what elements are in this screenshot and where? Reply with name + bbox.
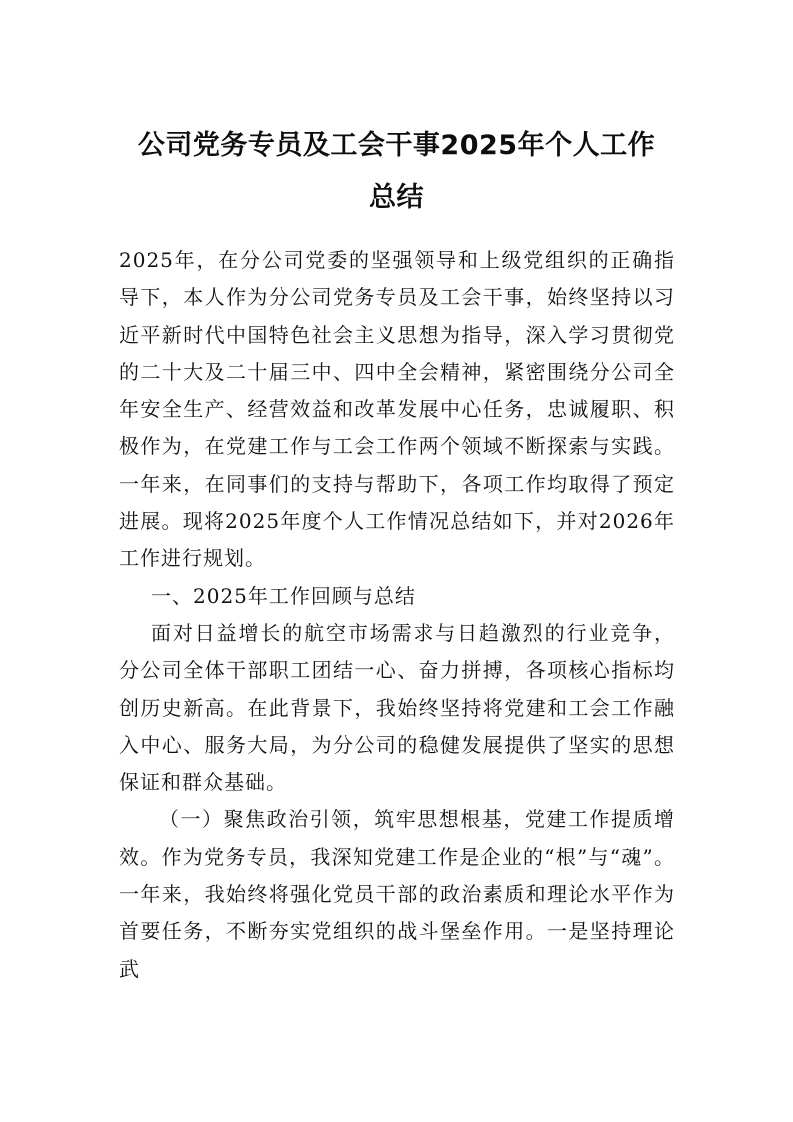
intro-paragraph: 2025年，在分公司党委的坚强领导和上级党组织的正确指导下，本人作为分公司党务专员及工会干事，始终坚持以习近平新时代中国特色社会主义思想为指导，深入学习贯彻党的二十大及二十届三中、四中全会精神，紧密围绕分公司全年安全生产、经营效益和改革发展中心任务，忠诚履职、积极作为，在党建工作与工会工作两个领域不断探索与实践。一年来，在同事们的支持与帮助下，各项工作均取得了预定进展。现将2025年度个人工作情况总结如下，并对2026年工作进行规划。: [119, 248, 675, 571]
title-line-2: 总结: [369, 182, 424, 213]
title-line-1: 公司党务专员及工会干事2025年个人工作: [137, 130, 656, 161]
document-title: [110, 120, 683, 224]
section-heading: 一、2025年工作回顾与总结: [151, 583, 416, 608]
document-body: [119, 242, 675, 988]
subsection-paragraph: （一）聚焦政治引领，筑牢思想根基，党建工作提质增效。作为党务专员，我深知党建工作是企业的“根”与“魂”。一年来，我始终将强化党员干部的政治素质和理论水平作为首要任务，不断夯实党组织的战斗堡垒作用。一是坚持理论武: [119, 807, 675, 981]
section-paragraph: 面对日益增长的航空市场需求与日趋激烈的行业竞争，分公司全体干部职工团结一心、奋力拼搏，各项核心指标均创历史新高。在此背景下，我始终坚持将党建和工会工作融入中心、服务大局，为分公司的稳健发展提供了坚实的思想保证和群众基础。: [119, 620, 675, 795]
